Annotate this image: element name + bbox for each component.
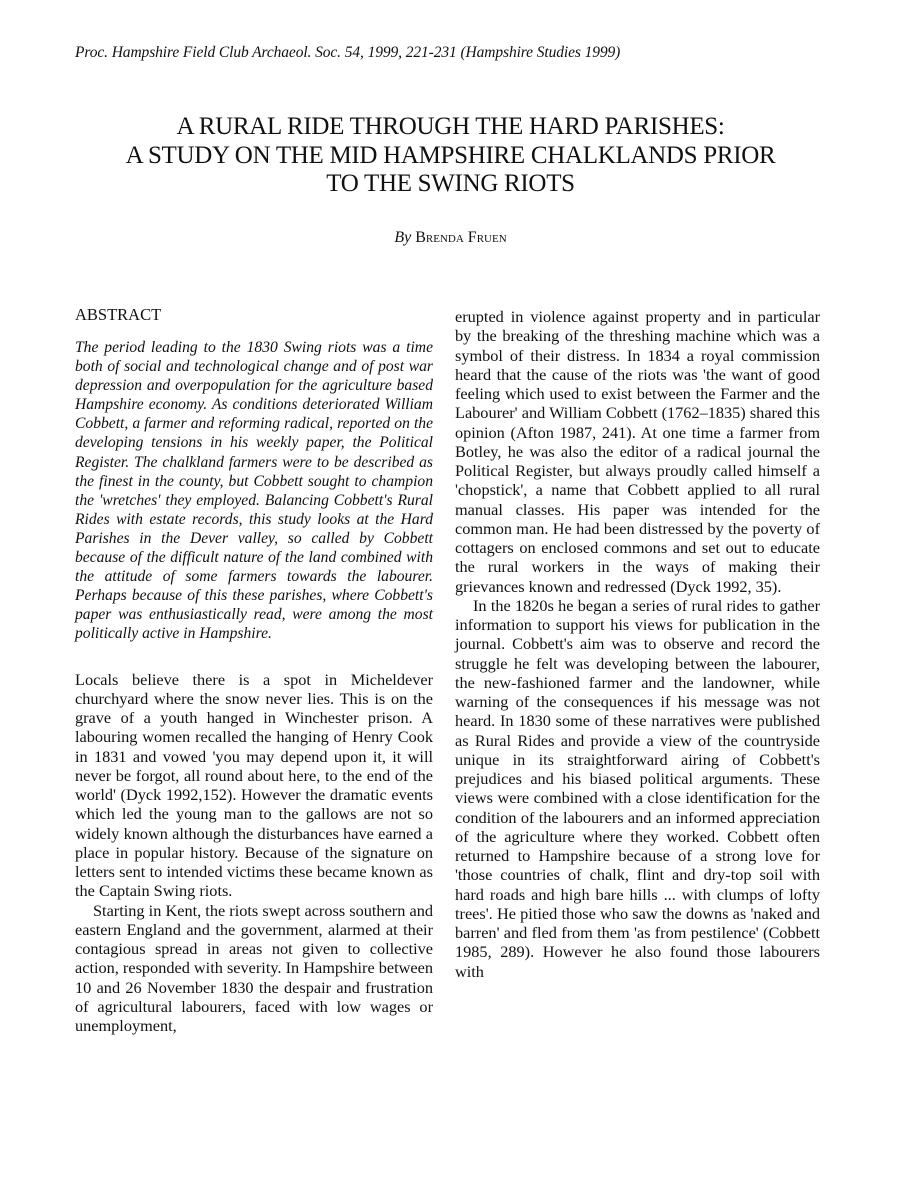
abstract-text: The period leading to the 1830 Swing riots was a time both of social and technological change and of post war depression and overpopulation for the agriculture based Hampshire economy. As conditions deteriorated William Cobbett, a farmer and reforming radical, reported on the developing tensions in his weekly paper, the Political Register. The chalkland farmers were to be described as the finest in the county, but Cobbett sought to champion the 'wretches' they employed. Balancing Cobbett's Rural Rides with estate records, this study looks at the Hard Parishes in the Dever valley, so called by Cobbett because of the difficult nature of the land combined with the attitude of some farmers towards the labourer. Perhaps because of this these parishes, where Cobbett's paper was enthusiastically read, were among the most politically active in Hampshire. (75, 339, 433, 643)
left-column (75, 305, 433, 1035)
title-line-2: A STUDY ON THE MID HAMPSHIRE CHALKLANDS PRIOR (125, 141, 776, 169)
byline-prefix: By (394, 229, 412, 246)
body-paragraph-2: Starting in Kent, the riots swept across southern and eastern England and the government, alarmed at their contagious spread in areas not given to collective action, responded with severity. In Hampshire between 10 and 26 November 1830 the despair and frustration of agricultural labourers, faced with low wages or unemployment, (75, 900, 433, 1035)
right-column (455, 307, 820, 981)
body-paragraph-1: Locals believe there is a spot in Micheldever churchyard where the snow never lies. This is on the grave of a youth hanged in Winchester prison. A labouring women recalled the hanging of Henry Cook in 1831 and vowed 'you may depend upon it, it will never be forgot, all round about here, to the end of the world' (Dyck 1992,152). However the dramatic events which led the young man to the gallows are not so widely known although the disturbances have earned a place in popular history. Because of the signature on letters sent to intended victims these became known as the Captain Swing riots. (75, 669, 433, 901)
body-paragraph-4: In the 1820s he began a series of rural rides to gather information to support his views for publication in the journal. Cobbett's aim was to observe and record the struggle he felt was developing between the labourer, the new-fashioned farmer and the landowner, while warning of the consequences if his message was not heard. In 1830 some of these narratives were published as Rural Rides and provide a view of the countryside unique in its straightforward airing of Cobbett's prejudices and his biased political arguments. These views were combined with a close identification for the condition of the labourers and an informed appreciation of the agriculture where they worked. Cobbett often returned to Hampshire because of a strong love for 'those countries of chalk, flint and dry-top soil with hard roads and high bare hills ... with clumps of lofty trees'. He pitied those who saw the downs as 'naked and barren' and fled from them 'as from pestilence' (Cobbett 1985, 289). However he also found those labourers with (455, 595, 820, 981)
byline (0, 229, 901, 247)
journal-citation: Proc. Hampshire Field Club Archaeol. Soc. 54, 1999, 221-231 (Hampshire Studies 1999) (75, 44, 621, 61)
title-line-3: TO THE SWING RIOTS (326, 170, 575, 197)
abstract-heading: ABSTRACT (75, 305, 162, 324)
article-title (0, 113, 901, 199)
section-gap (75, 644, 433, 670)
author-name: Brenda Fruen (415, 229, 507, 246)
title-line-1: A RURAL RIDE THROUGH THE HARD PARISHES: (176, 113, 725, 140)
body-paragraph-3: erupted in violence against property and in particular by the breaking of the threshing machine which was a symbol of their distress. In 1834 a royal commission heard that the cause of the riots was 'the want of good feeling which used to exist between the Farmer and the Labourer' and William Cobbett (1762–1835) shared this opinion (Afton 1987, 241). At one time a farmer from Botley, he was also the editor of a radical journal the Political Register, but always proudly called himself a 'chopstick', a name that Cobbett applied to all rural manual classes. His paper was intended for the common man. He had been distressed by the poverty of cottagers on enclosed commons and set out to educate the rural workers in the ways of making their grievances known and redressed (Dyck 1992, 35). (455, 307, 820, 596)
